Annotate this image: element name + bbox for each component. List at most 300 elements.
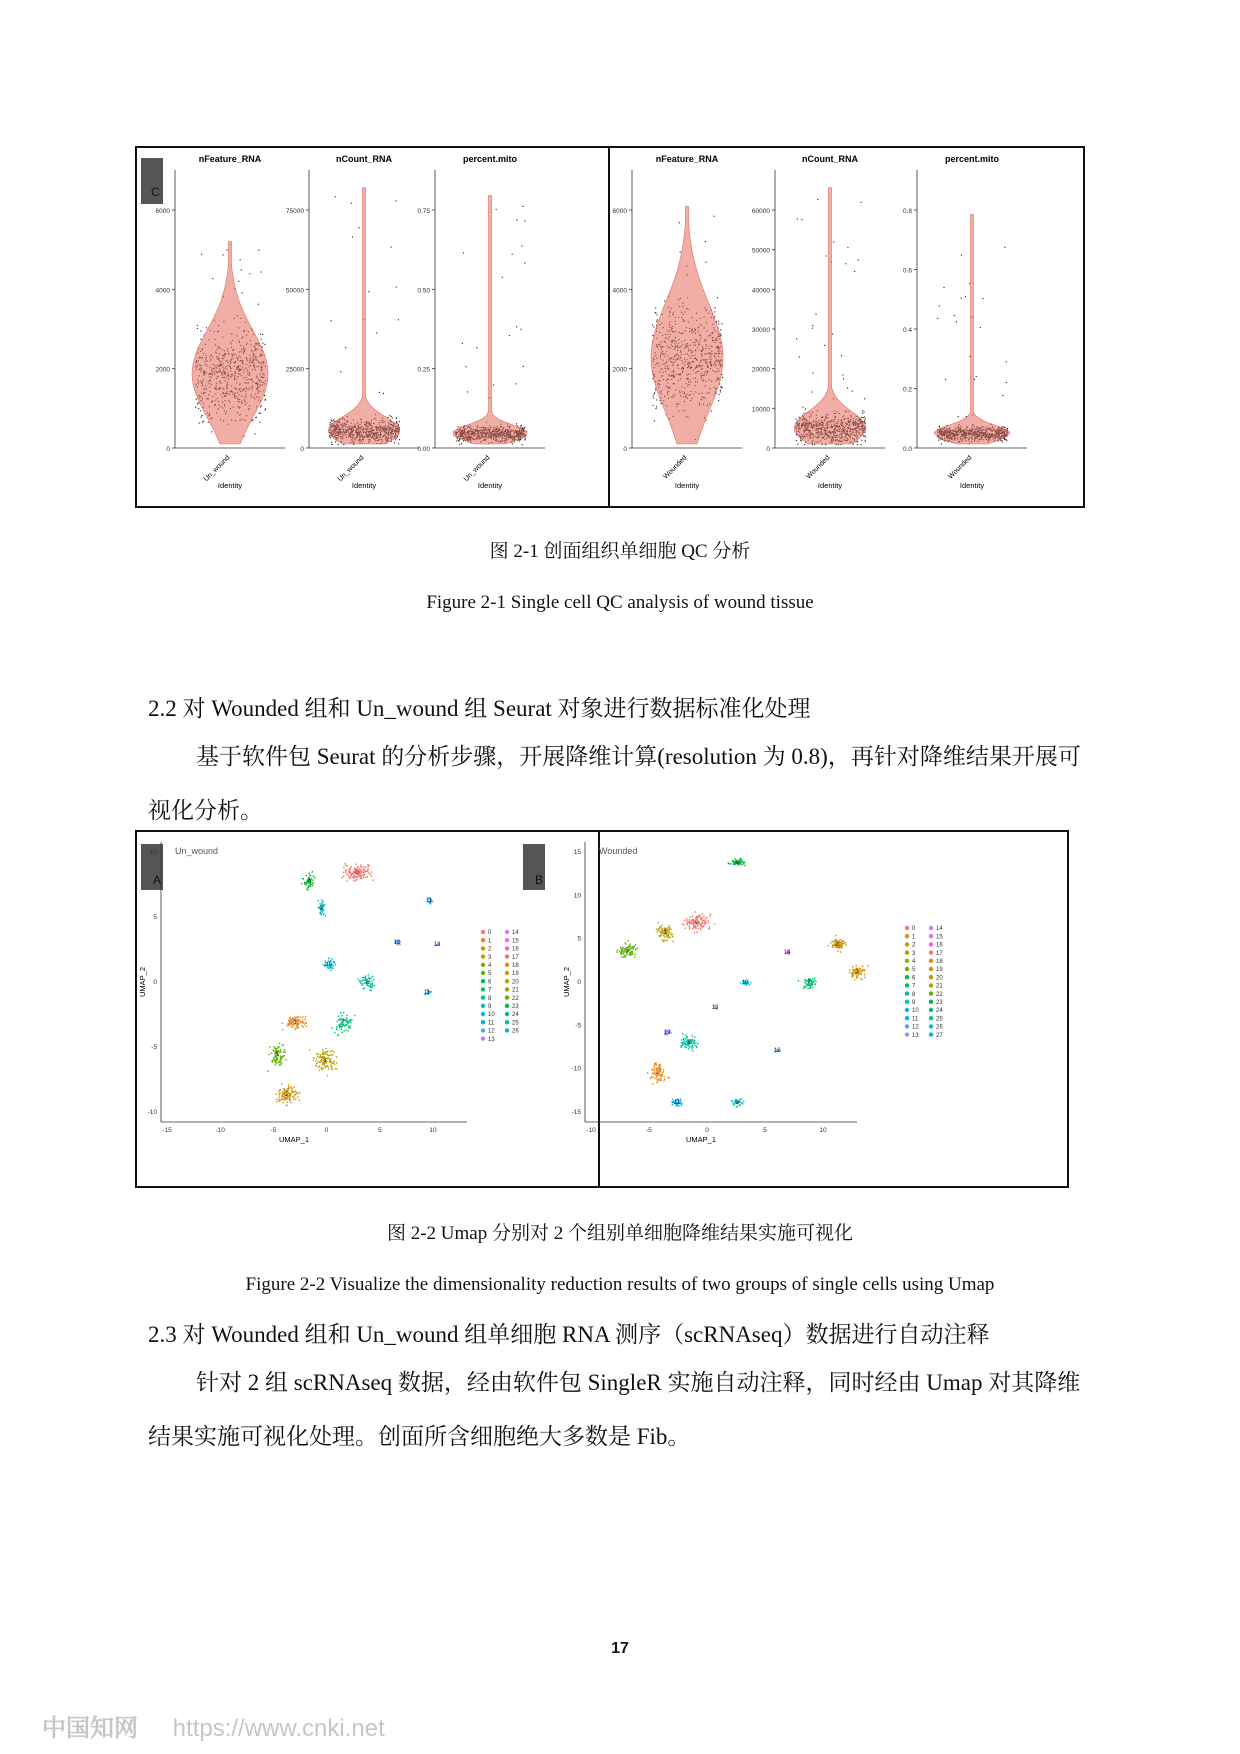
qc-point <box>720 390 721 391</box>
panel-title: percent.mito <box>944 154 1000 164</box>
y-tick-label: 50000 <box>751 247 770 255</box>
umap-point <box>369 989 370 990</box>
x-tick-label: -5 <box>270 1127 277 1134</box>
umap-point <box>285 1099 286 1100</box>
umap-point <box>333 962 334 963</box>
qc-point <box>512 443 513 444</box>
umap-point <box>282 1056 283 1057</box>
qc-point <box>521 245 522 246</box>
legend-swatch <box>505 963 509 967</box>
violin-panel-4 <box>613 154 742 490</box>
y-tick-label: 0.50 <box>417 287 430 295</box>
x-axis-label: Identity <box>351 481 377 490</box>
qc-point <box>938 440 939 441</box>
qc-point <box>200 339 201 340</box>
qc-point <box>197 403 198 404</box>
qc-point <box>520 329 521 330</box>
umap-point <box>359 872 360 873</box>
qc-point <box>523 428 524 429</box>
qc-point <box>654 393 655 394</box>
qc-point <box>656 314 657 315</box>
qc-point <box>863 417 864 418</box>
umap-point <box>289 1021 290 1022</box>
umap-point <box>306 1023 307 1024</box>
x-tick-label: -10 <box>215 1127 225 1134</box>
y-tick-label: 10 <box>149 849 157 856</box>
umap-point <box>336 1026 337 1027</box>
x-tick-label: 5 <box>377 1127 382 1134</box>
umap-point <box>363 875 364 876</box>
umap-point <box>297 1093 298 1094</box>
umap-point <box>327 1075 328 1076</box>
umap-point <box>268 1054 269 1055</box>
qc-point <box>864 420 865 421</box>
umap-point <box>354 867 355 868</box>
umap-point <box>324 1064 325 1065</box>
umap-point <box>272 1061 273 1062</box>
violin-panel-2 <box>286 154 419 490</box>
qc-point <box>396 200 397 201</box>
x-tick-label: 10 <box>429 1127 437 1134</box>
qc-point <box>200 330 201 331</box>
qc-point <box>516 219 517 220</box>
umap-point <box>317 1054 318 1055</box>
qc-point <box>939 426 940 427</box>
qc-point <box>1006 440 1007 441</box>
umap-point <box>371 980 372 981</box>
y-tick-label: 0.0 <box>902 446 912 453</box>
panel-title: percent.mito <box>462 154 518 164</box>
y-tick-label: 6000 <box>612 208 627 215</box>
umap-point <box>278 1090 279 1091</box>
y-tick-label: 6000 <box>155 208 170 215</box>
legend-swatch <box>505 979 509 983</box>
qc-point <box>265 399 266 400</box>
umap-point <box>336 1056 337 1057</box>
legend-swatch <box>505 946 509 950</box>
qc-point <box>679 222 680 223</box>
umap-point <box>331 1027 332 1028</box>
umap-point <box>364 988 365 989</box>
qc-point <box>395 439 396 440</box>
qc-point <box>1003 426 1004 427</box>
umap-point <box>321 903 322 904</box>
umap-point <box>343 876 344 877</box>
qc-point <box>714 311 715 312</box>
umap-point <box>321 913 322 914</box>
x-tick-label: -5 <box>646 1127 652 1134</box>
qc-point <box>803 413 804 414</box>
qc-point <box>260 406 261 407</box>
umap-point <box>348 1027 349 1028</box>
qc-point <box>396 423 397 424</box>
umap-point <box>306 875 307 876</box>
qc-point <box>956 321 957 322</box>
umap-point <box>323 904 324 905</box>
qc-point <box>223 254 224 255</box>
qc-point <box>331 442 332 443</box>
umap-point <box>303 1022 304 1023</box>
qc-point <box>264 409 265 410</box>
umap-point <box>345 865 346 866</box>
umap-point <box>330 970 331 971</box>
qc-point <box>815 313 816 314</box>
umap-point <box>372 879 373 880</box>
umap-point <box>267 1070 268 1071</box>
umap-point <box>349 1021 350 1022</box>
x-tick-label: Wounded <box>662 454 689 481</box>
qc-point <box>206 327 207 328</box>
umap-point <box>322 1051 323 1052</box>
umap-point <box>371 871 372 872</box>
umap-point <box>350 866 351 867</box>
cluster-label: 9 <box>319 906 323 912</box>
y-tick-label: 50000 <box>285 287 304 295</box>
umap-point <box>286 1105 287 1106</box>
umap-point <box>345 863 346 864</box>
umap-point <box>744 865 745 866</box>
umap-point <box>276 1098 277 1099</box>
qc-point <box>399 421 400 422</box>
violin-panel-3 <box>417 154 545 490</box>
qc-point <box>797 219 798 220</box>
qc-point <box>458 426 459 427</box>
violin-shape <box>192 242 268 445</box>
qc-point <box>242 292 243 293</box>
legend-label: 12 <box>488 1028 495 1035</box>
umap-point <box>283 1099 284 1100</box>
umap-point <box>359 877 360 878</box>
legend-label: 0 <box>488 930 492 937</box>
legend-label: 11 <box>488 1020 495 1027</box>
y-tick-label: -5 <box>151 1044 157 1051</box>
umap-point <box>360 983 361 984</box>
qc-point <box>396 287 397 288</box>
umap-point <box>273 1059 274 1060</box>
qc-point <box>496 209 497 210</box>
qc-point <box>335 196 336 197</box>
qc-point <box>252 419 253 420</box>
umap-point <box>363 877 364 878</box>
qc-point <box>652 405 653 406</box>
qc-point <box>260 334 261 335</box>
umap-point <box>319 1070 320 1071</box>
umap-point <box>314 877 315 878</box>
qc-point <box>330 422 331 423</box>
qc-point <box>653 398 654 399</box>
y-tick-label: 60000 <box>751 208 770 215</box>
umap-point <box>329 1054 330 1055</box>
umap-point <box>355 864 356 865</box>
umap-point <box>280 1049 281 1050</box>
umap-point <box>345 872 346 873</box>
qc-point <box>390 247 391 248</box>
qc-point <box>805 408 806 409</box>
qc-point <box>262 334 263 335</box>
umap-point <box>319 1062 320 1063</box>
qc-point <box>1006 382 1007 383</box>
qc-point <box>969 283 970 284</box>
umap-point <box>294 1029 295 1030</box>
umap-point <box>372 985 373 986</box>
qc-point <box>261 272 262 273</box>
qc-point <box>804 444 805 445</box>
violin-shape <box>934 215 1010 445</box>
x-tick-label: Wounded <box>947 454 974 481</box>
cluster-label: 11 <box>425 898 433 904</box>
umap-point <box>294 1086 295 1087</box>
qc-point <box>721 323 722 324</box>
umap-point <box>317 1056 318 1057</box>
qc-point <box>664 301 665 302</box>
umap-point <box>371 977 372 978</box>
qc-point <box>856 441 857 442</box>
qc-point <box>396 421 397 422</box>
qc-point <box>208 422 209 423</box>
qc-point <box>939 305 940 306</box>
umap-point <box>339 1027 340 1028</box>
qc-point <box>720 329 721 330</box>
qc-point <box>523 366 524 367</box>
umap-point <box>345 1029 346 1030</box>
umap-point <box>269 1046 270 1047</box>
umap-point <box>303 1026 304 1027</box>
umap-point <box>321 899 322 900</box>
corner-label: A <box>153 873 162 887</box>
qc-point <box>843 378 844 379</box>
qc-point <box>954 315 955 316</box>
legend-label: 9 <box>488 1004 492 1010</box>
umap-point <box>276 1101 277 1102</box>
x-tick-label: Wounded <box>805 454 832 481</box>
section-2-2-paragraph <box>148 730 1098 838</box>
qc-point <box>396 417 397 418</box>
umap-point <box>360 870 361 871</box>
legend-label: 20 <box>512 979 519 986</box>
qc-point <box>456 440 457 441</box>
umap-point <box>274 1060 275 1061</box>
umap-point <box>346 1017 347 1018</box>
x-axis-label: UMAP_1 <box>278 1135 310 1144</box>
cluster-label: 8 <box>365 980 369 986</box>
legend-swatch <box>481 1004 485 1008</box>
qc-point <box>801 219 802 220</box>
umap-point <box>345 870 346 871</box>
group-label: Wounded <box>599 846 638 856</box>
qc-point <box>227 249 228 250</box>
umap-point <box>367 869 368 870</box>
qc-point <box>331 320 332 321</box>
qc-point <box>463 252 464 253</box>
qc-point <box>198 408 199 409</box>
umap-point <box>282 1102 283 1103</box>
umap-point <box>374 985 375 986</box>
qc-point <box>720 333 721 334</box>
umap-point <box>345 1024 346 1025</box>
qc-point <box>854 271 855 272</box>
umap-point <box>308 885 309 886</box>
qc-point <box>514 441 515 442</box>
umap-point <box>370 985 371 986</box>
umap-point <box>322 1068 323 1069</box>
umap-point <box>282 1094 283 1095</box>
legend-label: 25 <box>512 1020 519 1027</box>
umap-point <box>279 1090 280 1091</box>
legend-swatch <box>481 1036 485 1040</box>
umap-point <box>365 975 366 976</box>
corner-label: C <box>151 185 160 199</box>
umap-point <box>281 1083 282 1084</box>
y-tick-label: 10 <box>573 892 581 900</box>
legend-label: 13 <box>488 1036 495 1043</box>
legend-swatch <box>481 930 485 934</box>
umap-point <box>347 1030 348 1031</box>
umap-point <box>372 976 373 977</box>
umap-point <box>335 964 336 965</box>
qc-point <box>457 438 458 439</box>
qc-point <box>379 392 380 393</box>
y-tick-label: -10 <box>147 1109 157 1116</box>
umap-point <box>318 1066 319 1067</box>
qc-point <box>256 417 257 418</box>
qc-point <box>961 297 962 298</box>
umap-point <box>287 1098 288 1099</box>
qc-point <box>398 319 399 320</box>
qc-point <box>800 440 801 441</box>
legend-label: 19 <box>512 971 519 978</box>
umap-point <box>289 1022 290 1023</box>
umap-point <box>291 1102 292 1103</box>
y-tick-label: 0.8 <box>902 208 912 215</box>
umap-point <box>291 1022 292 1023</box>
cluster-label: 7 <box>341 1020 345 1026</box>
qc-point <box>240 259 241 260</box>
qc-point <box>653 395 654 396</box>
qc-point <box>202 421 203 422</box>
y-tick-label: 0.25 <box>417 366 430 374</box>
umap-point <box>285 1059 286 1060</box>
umap-point <box>366 870 367 871</box>
qc-point <box>841 355 842 356</box>
qc-point <box>1004 439 1005 440</box>
qc-point <box>655 312 656 313</box>
umap-point <box>337 1034 338 1035</box>
umap-point <box>345 869 346 870</box>
qc-point <box>945 379 946 380</box>
umap-point <box>357 978 358 979</box>
qc-point <box>522 206 523 207</box>
violin-shape <box>453 196 527 444</box>
umap-point <box>371 876 372 877</box>
qc-point <box>1004 427 1005 428</box>
umap-point <box>281 1059 282 1060</box>
umap-point <box>295 1090 296 1091</box>
legend-swatch <box>505 1028 509 1032</box>
umap-point <box>305 1016 306 1017</box>
qc-point <box>717 297 718 298</box>
legend-label: 23 <box>512 1004 519 1010</box>
qc-point <box>1002 441 1003 442</box>
umap-point <box>348 1026 349 1027</box>
umap-point <box>297 1021 298 1022</box>
umap-point <box>283 1096 284 1097</box>
y-tick-label: 10000 <box>751 406 770 414</box>
cluster-label: 0 <box>355 870 359 876</box>
umap-point <box>325 915 326 916</box>
qc-point <box>258 304 259 305</box>
umap-point <box>309 874 310 875</box>
violin-shape <box>794 188 866 445</box>
umap-point <box>321 1067 322 1068</box>
qc-point <box>1001 440 1002 441</box>
umap-point <box>733 864 734 865</box>
figure-2-1-caption-cn: 图 2-1 创面组织单细胞 QC 分析 <box>489 541 751 562</box>
umap-point <box>306 1026 307 1027</box>
umap-point <box>348 1021 349 1022</box>
umap-point <box>367 864 368 865</box>
umap-point <box>346 1019 347 1020</box>
umap-point <box>294 1095 295 1096</box>
y-tick-label: 20000 <box>751 366 770 374</box>
legend-swatch <box>505 930 509 934</box>
cluster-label: 2 <box>285 1092 289 1098</box>
umap-point <box>276 1060 277 1061</box>
legend-label: 22 <box>512 995 519 1002</box>
qc-point <box>718 323 719 324</box>
qc-point <box>509 335 510 336</box>
umap-point <box>368 977 369 978</box>
qc-point <box>519 440 520 441</box>
qc-point <box>512 254 513 255</box>
y-axis-label: UMAP_2 <box>138 966 147 998</box>
umap-point <box>361 867 362 868</box>
qc-point <box>524 427 525 428</box>
umap-point <box>300 1022 301 1023</box>
qc-point <box>811 391 812 392</box>
y-tick-label: 5 <box>577 935 581 943</box>
umap-point <box>368 974 369 975</box>
umap-point <box>323 1056 324 1057</box>
qc-point <box>351 203 352 204</box>
umap-point <box>317 1061 318 1062</box>
umap-point <box>279 1093 280 1094</box>
qc-point <box>258 250 259 251</box>
umap-point <box>359 873 360 874</box>
qc-point <box>802 407 803 408</box>
umap-point <box>357 867 358 868</box>
qc-point <box>722 377 723 378</box>
y-tick-label: 2000 <box>612 366 627 374</box>
qc-point <box>654 392 655 393</box>
qc-point <box>524 220 525 221</box>
legend-label: 26 <box>512 1028 519 1035</box>
qc-point <box>863 435 864 436</box>
qc-point <box>718 400 719 401</box>
umap-point <box>331 1066 332 1067</box>
umap-point <box>332 1050 333 1051</box>
qc-point <box>201 415 202 416</box>
figure-2-1-caption-en: Figure 2-1 Single cell QC analysis of wound tissue <box>426 592 814 613</box>
qc-point <box>812 325 813 326</box>
qc-point <box>705 241 706 242</box>
umap-point <box>332 968 333 969</box>
umap-point <box>359 868 360 869</box>
qc-point <box>1005 439 1006 440</box>
umap-point <box>281 1098 282 1099</box>
umap-point <box>279 1052 280 1053</box>
umap-point <box>288 1019 289 1020</box>
qc-point <box>397 436 398 437</box>
